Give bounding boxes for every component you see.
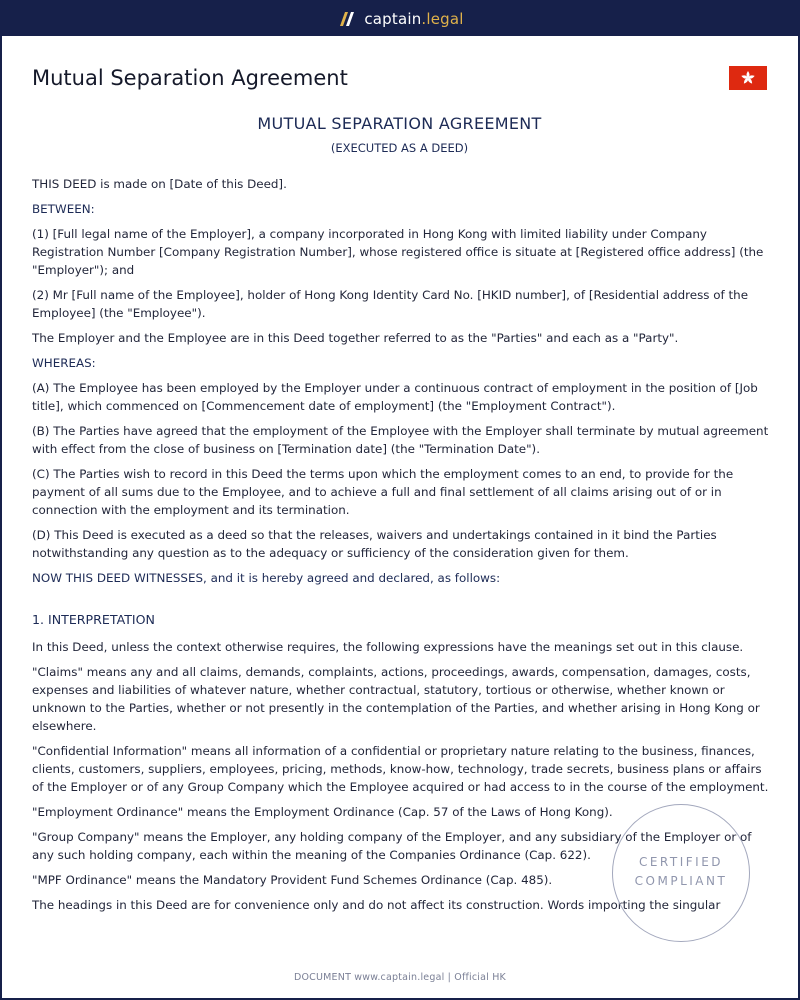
- captain-logo-icon: [336, 11, 356, 27]
- recital-c: (C) The Parties wish to record in this Deed the terms upon which the employment comes to an end, to provide for the payment of all sums due to the Employee, and to achieve a full and final settlement of all claims arising out of or in connection with the employment and its termination.: [32, 467, 734, 517]
- hong-kong-flag-icon: [729, 66, 767, 90]
- agreement-heading: MUTUAL SEPARATION AGREEMENT: [257, 114, 542, 133]
- brand-name: captain.legal: [364, 10, 464, 28]
- definition-confidential-information: "Confidential Information" means all information of a confidential or proprietary nature relating to the business, finances, clients, customers, suppliers, employees, pricing, methods, know-how, technology, trade secrets, business plans or affairs of the Employer or of any Group Company which the Employee acquired or had access to in the course of the employment.: [32, 744, 769, 794]
- recital-d: (D) This Deed is executed as a deed so that the releases, waivers and undertakings contained in it bind the Parties notwithstanding any question as to the adequacy or sufficiency of the consideration given for them.: [32, 528, 717, 560]
- recital-b: (B) The Parties have agreed that the employment of the Employee with the Employer shall terminate by mutual agreement with effect from the close of business on [Termination date] (the "Termination Date").: [32, 424, 769, 456]
- parties-definition-paragraph: The Employer and the Employee are in this Deed together referred to as the "Parties" and each as a "Party".: [32, 331, 679, 345]
- witnesses-paragraph: NOW THIS DEED WITNESSES, and it is hereby agreed and declared, as follows:: [32, 571, 501, 585]
- recital-a: (A) The Employee has been employed by the Employer under a continuous contract of employment in the position of [Job title], which commenced on [Commencement date of employment] (the "Employment Contract").: [32, 381, 758, 413]
- agreement-body: [32, 175, 772, 921]
- agreement-subheading: (EXECUTED AS A DEED): [330, 141, 469, 155]
- whereas-label: WHEREAS:: [32, 356, 96, 370]
- document-content: [32, 36, 772, 951]
- between-label: BETWEEN:: [32, 202, 95, 216]
- document-title: Mutual Separation Agreement: [32, 66, 348, 90]
- page-footer: DOCUMENT www.captain.legal | Official HK: [293, 972, 506, 983]
- section-heading-interpretation: 1. INTERPRETATION: [32, 612, 155, 627]
- definition-mpf-ordinance: "MPF Ordinance" means the Mandatory Provident Fund Schemes Ordinance (Cap. 485).: [32, 873, 553, 887]
- definition-group-company: "Group Company" means the Employer, any holding company of the Employer, and any subsidiary of the Employer or of any such holding company, each within the meaning of the Companies Ordinance (Cap. 622).: [32, 830, 752, 862]
- party-employee-paragraph: (2) Mr [Full name of the Employee], holder of Hong Kong Identity Card No. [HKID number], of [Residential address of the Employee] (the "Employee").: [32, 288, 749, 320]
- definition-claims: "Claims" means any and all claims, demands, complaints, actions, proceedings, awards, compensation, damages, costs, expenses and liabilities of whatever nature, whether contractual, statutory, tortious or otherwise, whether known or unknown to the Parties, whether or not presently in the contemplation of the Parties, and whether arising in Hong Kong or elsewhere.: [32, 665, 760, 733]
- top-bar: [2, 2, 798, 36]
- brand-logo[interactable]: [336, 10, 463, 28]
- definition-employment-ordinance: "Employment Ordinance" means the Employment Ordinance (Cap. 57 of the Laws of Hong Kong).: [32, 805, 613, 819]
- deed-date-paragraph: THIS DEED is made on [Date of this Deed].: [32, 177, 287, 191]
- headings-clause: The headings in this Deed are for convenience only and do not affect its construction. Words importing the singular: [32, 898, 721, 912]
- stamp-line-certified: CERTIFIED: [638, 855, 724, 869]
- interpretation-intro: In this Deed, unless the context otherwise requires, the following expressions have the meanings set out in this clause.: [32, 640, 744, 654]
- stamp-line-compliant: COMPLIANT: [634, 874, 728, 888]
- party-employer-paragraph: (1) [Full legal name of the Employer], a company incorporated in Hong Kong with limited liability under Company Registration Number [Company Registration Number], whose registered office is situate at [Registered office address] (the "Employer"); and: [32, 227, 764, 277]
